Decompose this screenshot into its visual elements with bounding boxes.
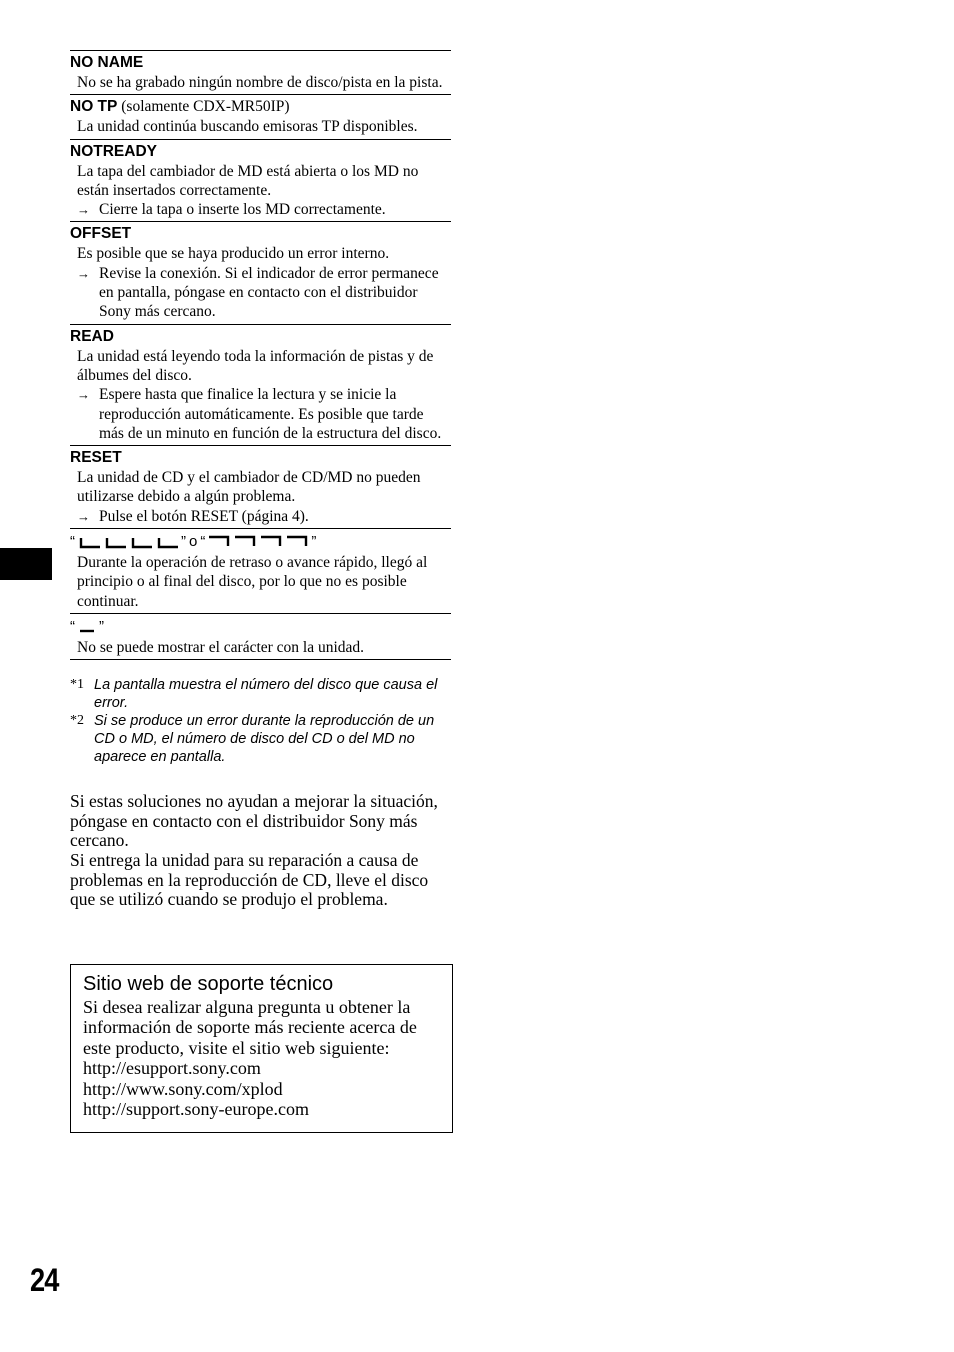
arrow-icon: → [77, 387, 90, 403]
error-entry [70, 221, 451, 323]
remedy-line [70, 385, 451, 443]
page-number: 24 [30, 1262, 59, 1298]
error-code-note: (solamente CDX-MR50IP) [117, 98, 290, 116]
support-url: http://support.sony-europe.com [83, 1099, 309, 1120]
error-entry [70, 50, 451, 94]
arrow-icon: → [77, 202, 90, 218]
support-box-title: Sitio web de soporte técnico [83, 973, 334, 995]
closing-text: Si entrega la unidad para su reparación a causa de problemas en la reproducción de CD, lleve el disco que se utilizó cuando se produjo el problema. [70, 850, 429, 910]
error-code: NOTREADY [70, 142, 157, 160]
unknown-character-entry [70, 613, 451, 660]
error-code-heading [70, 327, 451, 347]
closing-paragraph [70, 792, 451, 910]
support-url: http://www.sony.com/xplod [83, 1078, 283, 1099]
footnote-mark: *2 [70, 713, 84, 729]
error-entry [70, 139, 451, 222]
error-code-heading [70, 224, 451, 244]
entry-description: No se ha grabado ningún nombre de disco/pista en la pista. [77, 74, 443, 91]
entry-description: La tapa del cambiador de MD está abierta o los MD no están insertados correctamente. [77, 162, 419, 199]
footnote [70, 712, 451, 766]
entry-description: La unidad continúa buscando emisoras TP disponibles. [77, 118, 418, 136]
footnote [70, 676, 451, 712]
top-segment-glyph [208, 535, 308, 549]
remedy-text: Espere hasta que finalice la lectura y se inicie la reproducción automáticamente. Es posible que tarde más de un minuto en función de la estructura del disco. [99, 386, 442, 442]
error-code-heading [70, 448, 451, 468]
segment-display-indicator: “ ” [70, 617, 104, 635]
entry-description: Durante la operación de retraso o avance rápido, llegó al principio o al final del disco, por lo que no es posible continuar. [77, 554, 428, 610]
section-tab-marker [0, 548, 52, 580]
footnote-mark: *1 [70, 677, 84, 693]
closing-text: Si estas soluciones no ayudan a mejorar la situación, póngase en contacto con el distribuidor Sony más cercano. [70, 791, 438, 851]
remedy-line [70, 507, 451, 526]
support-website-box [70, 964, 453, 1133]
underscore-segment-glyph [78, 620, 96, 634]
error-message-list [70, 50, 451, 910]
error-code: READ [70, 327, 114, 345]
error-code-heading [70, 97, 451, 117]
entry-description: No se puede mostrar el carácter con la unidad. [77, 638, 365, 656]
error-code-heading [70, 53, 451, 73]
error-code: RESET [70, 449, 122, 467]
support-box-intro: Si desea realizar alguna pregunta u obtener la información de soporte más reciente acerca de este producto, visite el sitio web siguiente: [83, 997, 417, 1058]
error-code: NO TP [70, 98, 118, 116]
footnote-text: Si se produce un error durante la reproducción de un CD o MD, el número de disco del CD o del MD no aparece en pantalla. [94, 713, 435, 766]
remedy-text: Cierre la tapa o inserte los MD correctamente. [99, 201, 386, 219]
error-entry [70, 445, 451, 528]
arrow-icon: → [77, 265, 90, 281]
bottom-segment-glyph [78, 535, 178, 549]
error-entry [70, 94, 451, 138]
remedy-text: Revise la conexión. Si el indicador de error permanece en pantalla, póngase en contacto con el distribuidor Sony más cercano. [99, 264, 439, 321]
support-url: http://esupport.sony.com [83, 1058, 261, 1079]
entry-description: Es posible que se haya producido un error interno. [77, 245, 390, 263]
footnote-text: La pantalla muestra el número del disco que causa el error. [94, 677, 438, 712]
footnotes [70, 676, 451, 766]
remedy-line [70, 200, 451, 219]
remedy-line [70, 264, 451, 322]
seek-limit-entry [70, 528, 451, 613]
error-code-heading [70, 142, 451, 162]
remedy-text: Pulse el botón RESET (página 4). [99, 507, 309, 525]
entry-description: La unidad de CD y el cambiador de CD/MD no pueden utilizarse debido a algún problema. [77, 469, 421, 506]
error-code: OFFSET [70, 225, 132, 243]
error-code: NO NAME [70, 54, 144, 71]
segment-display-indicator: “ ” o “ ” [70, 533, 317, 551]
error-entry [70, 324, 451, 445]
arrow-icon: → [77, 508, 90, 524]
entry-description: La unidad está leyendo toda la información de pistas y de álbumes del disco. [77, 347, 434, 384]
